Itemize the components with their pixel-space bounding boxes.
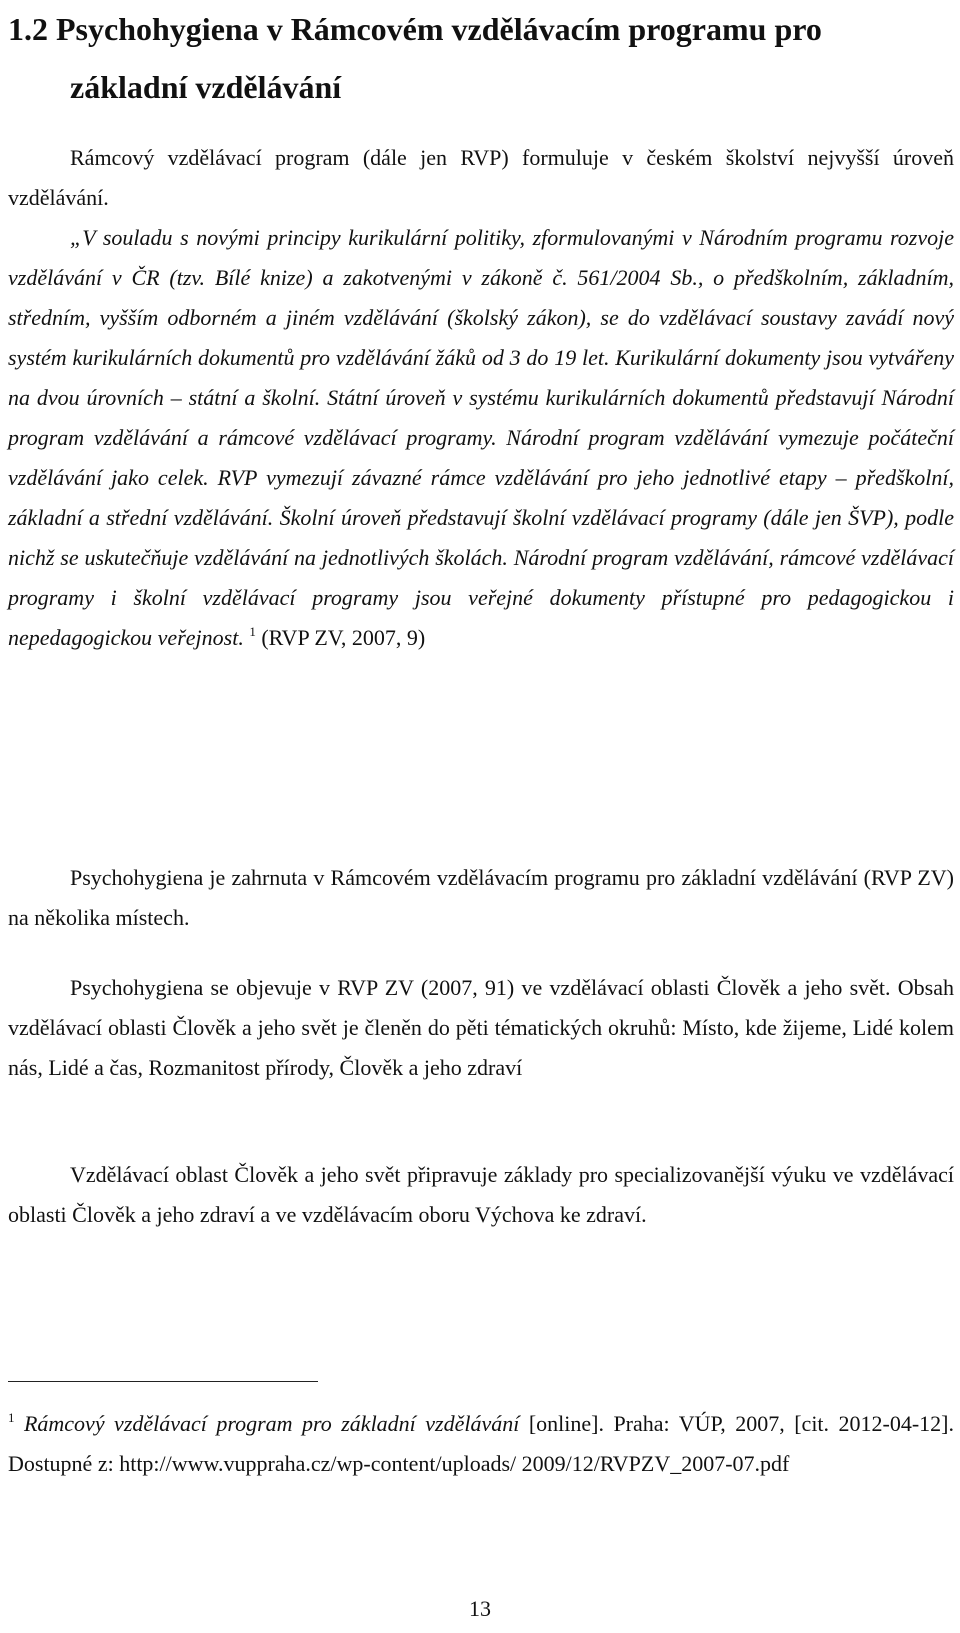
footnote-number: 1 <box>8 1410 15 1425</box>
paragraph-psychohygiena-included: Psychohygiena je zahrnuta v Rámcovém vzdělávacím programu pro základní vzdělávání (RVP ZV) na několika místech. <box>8 865 954 930</box>
intro-paragraph: Rámcový vzdělávací program (dále jen RVP) formuluje v českém školství nejvyšší úroveň vzdělávání. <box>8 145 954 210</box>
section-heading <box>8 0 948 116</box>
paragraph-educational-area: Vzdělávací oblast Člověk a jeho svět připravuje základy pro specializovanější výuku ve vzdělávací oblasti Člověk a jeho zdraví a ve vzdělávacím oboru Výchova ke zdraví. <box>8 1162 954 1227</box>
quote-citation: (RVP ZV, 2007, 9) <box>261 625 426 650</box>
quote-text: „V souladu s novými principy kurikulární politiky, zformulovanými v Národním programu rozvoje vzdělávání v ČR (tzv. Bílé knize) a zakotvenými v zákoně č. 561/2004 Sb., o předškolním, základním, středním, vyšším odborném a jiném vzdělávání (školský zákon), se do vzdělávací soustavy zavádí nový systém kurikulárních dokumentů pro vzdělávání žáků od 3 do 19 let. Kurikulární dokumenty jsou vytvářeny na dvou úrovních – státní a školní. Státní úroveň v systému kurikulárních dokumentů představují Národní program vzdělávání a rámcové vzdělávací programy. Národní program vzdělávání vymezuje počáteční vzdělávání jako celek. RVP vymezují závazné rámce vzdělávání pro jeho jednotlivé etapy – předškolní, základní a střední vzdělávání. Školní úroveň představují školní vzdělávací programy (dále jen ŠVP), podle nichž se uskutečňuje vzdělávání na jednotlivých školách. Národní program vzdělávání, rámcové vzdělávací programy i školní vzdělávací programy jsou veřejné dokumenty přístupné pro pedagogickou i nepedagogickou veřejnost. <box>8 225 954 650</box>
footnote <box>8 1404 954 1484</box>
footnote-separator <box>8 1381 318 1382</box>
footnote-reference: 1 <box>249 624 256 639</box>
page-number: 13 <box>469 1596 491 1621</box>
footnote-title: Rámcový vzdělávací program pro základní vzdělávání <box>23 1411 520 1436</box>
paragraph-psychohygiena-appears: Psychohygiena se objevuje v RVP ZV (2007, 91) ve vzdělávací oblasti Člověk a jeho svět. Obsah vzdělávací oblasti Člověk a jeho svět je členěn do pěti tématických okruhů: Místo, kde žijeme, Lidé kolem nás, Lidé a čas, Rozmanitost přírody, Člověk a jeho zdraví <box>8 975 954 1080</box>
quote-paragraph <box>8 218 954 658</box>
heading-line-1: 1.2 Psychohygiena v Rámcovém vzdělávacím programu pro <box>8 11 822 47</box>
footnote-details: [online]. Praha: VÚP, 2007, [cit. 2012-04-12]. Dostupné z: http://www.vuppraha.cz/wp-content/uploads/ 2009/12/RVPZV_2007-07.pdf <box>8 1411 954 1476</box>
heading-line-2: základní vzdělávání <box>70 69 342 105</box>
